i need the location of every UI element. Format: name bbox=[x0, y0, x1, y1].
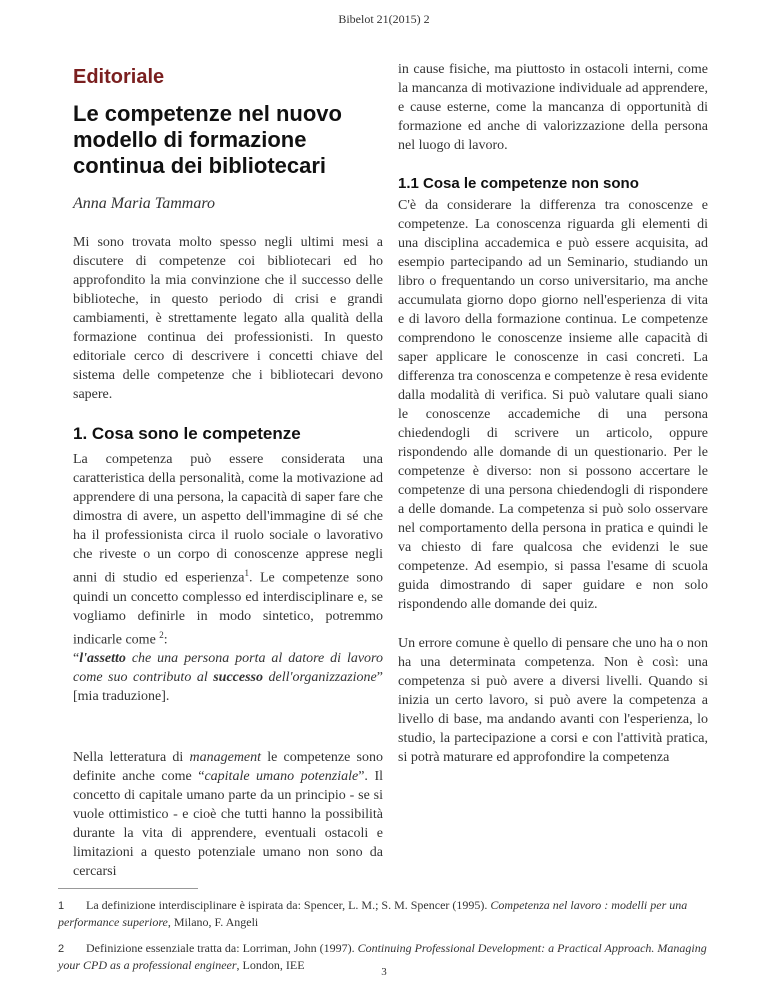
quote-open-mark: “ bbox=[73, 651, 80, 667]
quote-mid: che una persona porta al datore di lavoro come suo contributo al bbox=[73, 651, 383, 686]
footnote-text: , Milano, F. Angeli bbox=[167, 915, 259, 929]
section1-paragraph-1 bbox=[73, 450, 383, 649]
quote-close: ” [mia traduzione]. bbox=[73, 670, 383, 705]
definition-quote bbox=[73, 649, 383, 706]
p2-mid: le competenze sono definite anche come “ bbox=[73, 750, 383, 785]
footnote-ref-2[interactable]: 2 bbox=[159, 629, 164, 640]
section-heading-1: 1. Cosa sono le competenze bbox=[73, 424, 301, 443]
p2-start: Nella letteratura di bbox=[73, 750, 190, 766]
p2-term-management: management bbox=[189, 750, 262, 766]
footnote-1 bbox=[58, 897, 708, 930]
footnote-text: , London, IEE bbox=[236, 958, 305, 972]
quote-term-assetto: l'assetto bbox=[79, 651, 126, 667]
quote-end: dell'organizzazione bbox=[263, 670, 377, 686]
footnote-title: Competenza nel lavoro : modelli per una performance superiore bbox=[58, 898, 688, 929]
page-number: 3 bbox=[381, 966, 387, 978]
section1-1-paragraph-1: C'è da considerare la differenza tra conoscenze e competenze. La conoscenza riguarda gli elementi di una disciplina accademica e può essere acquisita, ad esempio partecipando ad un Seminario, studiando un libro o frequentando un corso universitario, ma anche accumulata giorno dopo giorno nell'esperienza di vita e di lavoro della formazione continua. Le competenze comprendono le conoscenze insieme alle capacità di saper applicare le conoscenze in casi concreti. La differenza tra conoscenza e competenze è resa evidente dalla modalità di verifica. Si può valutare quali siano le conoscenze accademiche di una persona chiedendogli di scrivere un articolo, oppure rispondendo alle domande di un questionario. Per le competenze è diverso: non si possono accertare le competenze di una persona chiedendogli di rispondere a delle domande. La competenza si può solo osservare nel comportamento della persona in pratica e quindi le va chiesto di fare qualcosa che evidenzi le sue competenze. Ad esempio, si passa l'esame di scuola guida dimostrando di saper guidare e non solo rispondendo alle domande dei quiz. bbox=[398, 198, 708, 612]
p2-quote: capitale umano potenziale bbox=[204, 769, 359, 785]
p2-rest: ”. Il concetto di capitale umano parte da un principio - se si vuole ottimistico - e cioè che tutti hanno la possibilità durante la vita di apprendere, eventuali ostacoli e limitazioni a questo potenziale umano non sono da cercarsi bbox=[73, 769, 383, 880]
section-label: Editoriale bbox=[73, 66, 165, 88]
footnote-title: Continuing Professional Development: a Practical Approach. Managing your CPD as a professional engineer bbox=[58, 941, 707, 972]
right-column bbox=[398, 60, 708, 787]
article-title: Le competenze nel nuovo modello di formazione continua dei bibliotecari bbox=[73, 101, 342, 178]
section1-p1-text-a: La competenza può essere considerata una caratteristica della personalità, come la motivazione ad apprendere di una persona, la capacità di saper fare che dimostra di avere, un aspetto dell'immagine di sé che ha il professionista circa il ruolo sociale o lavorativo che riveste o un corpo di conoscenze apprese negli anni di studio ed esperienza bbox=[73, 452, 383, 586]
section-heading-1-1: 1.1 Cosa le competenze non sono bbox=[398, 175, 639, 192]
section1-p1-text-c: : bbox=[163, 632, 168, 648]
quote-term-successo: successo bbox=[213, 670, 264, 686]
running-head: Bibelot 21(2015) 2 bbox=[338, 12, 430, 26]
footnote-ref-1[interactable]: 1 bbox=[244, 568, 249, 578]
section1-p1-text-b: . Le competenze sono quindi un concetto complesso ed interdisciplinare e, se vogliamo definirle in modo sintetico, potremmo indicarle come bbox=[73, 570, 383, 648]
section1-1-paragraph-2: Un errore comune è quello di pensare che uno ha o non ha una determinata competenza. Non è così: una competenza si può avere a diversi livelli. Quando si inizia un certo lavoro, si può avere la competenza a livello di base, ma andando avanti con l'esperienza, lo studio, la partecipazione a corsi e con l'attività pratica, si potrà maturare ed approfondire la competenza bbox=[398, 636, 708, 765]
article-author: Anna Maria Tammaro bbox=[73, 195, 215, 212]
section1-paragraph-2 bbox=[73, 748, 383, 881]
footnote-number: 1 bbox=[58, 900, 65, 912]
continued-paragraph: in cause fisiche, ma piuttosto in ostacoli interni, come la mancanza di motivazione individuale ad apprendere, e cause esterne, come la mancanza di opportunità di formazione ed anche di valorizzazione della persona nel luogo di lavoro. bbox=[398, 62, 708, 153]
footnote-rule bbox=[58, 888, 198, 889]
intro-paragraph: Mi sono trovata molto spesso negli ultimi mesi a discutere di competenze coi bibliotecari ed ho approfondito la mia convinzione che il successo delle biblioteche, in questo periodo di crisi e grandi cambiamenti, è strettamente legato alla qualità della formazione continua dei professionisti. In questo editoriale cerco di descrivere i concetti chiave del sistema delle competenze che i bibliotecari devono sapere. bbox=[73, 235, 383, 402]
footnote-text: Definizione essenziale tratta da: Lorriman, John (1997). bbox=[86, 941, 358, 955]
footnote-text: La definizione interdisciplinare è ispirata da: Spencer, L. M.; S. M. Spencer (1995). bbox=[86, 898, 491, 912]
left-column bbox=[73, 60, 383, 901]
footnote-number: 2 bbox=[58, 943, 65, 955]
